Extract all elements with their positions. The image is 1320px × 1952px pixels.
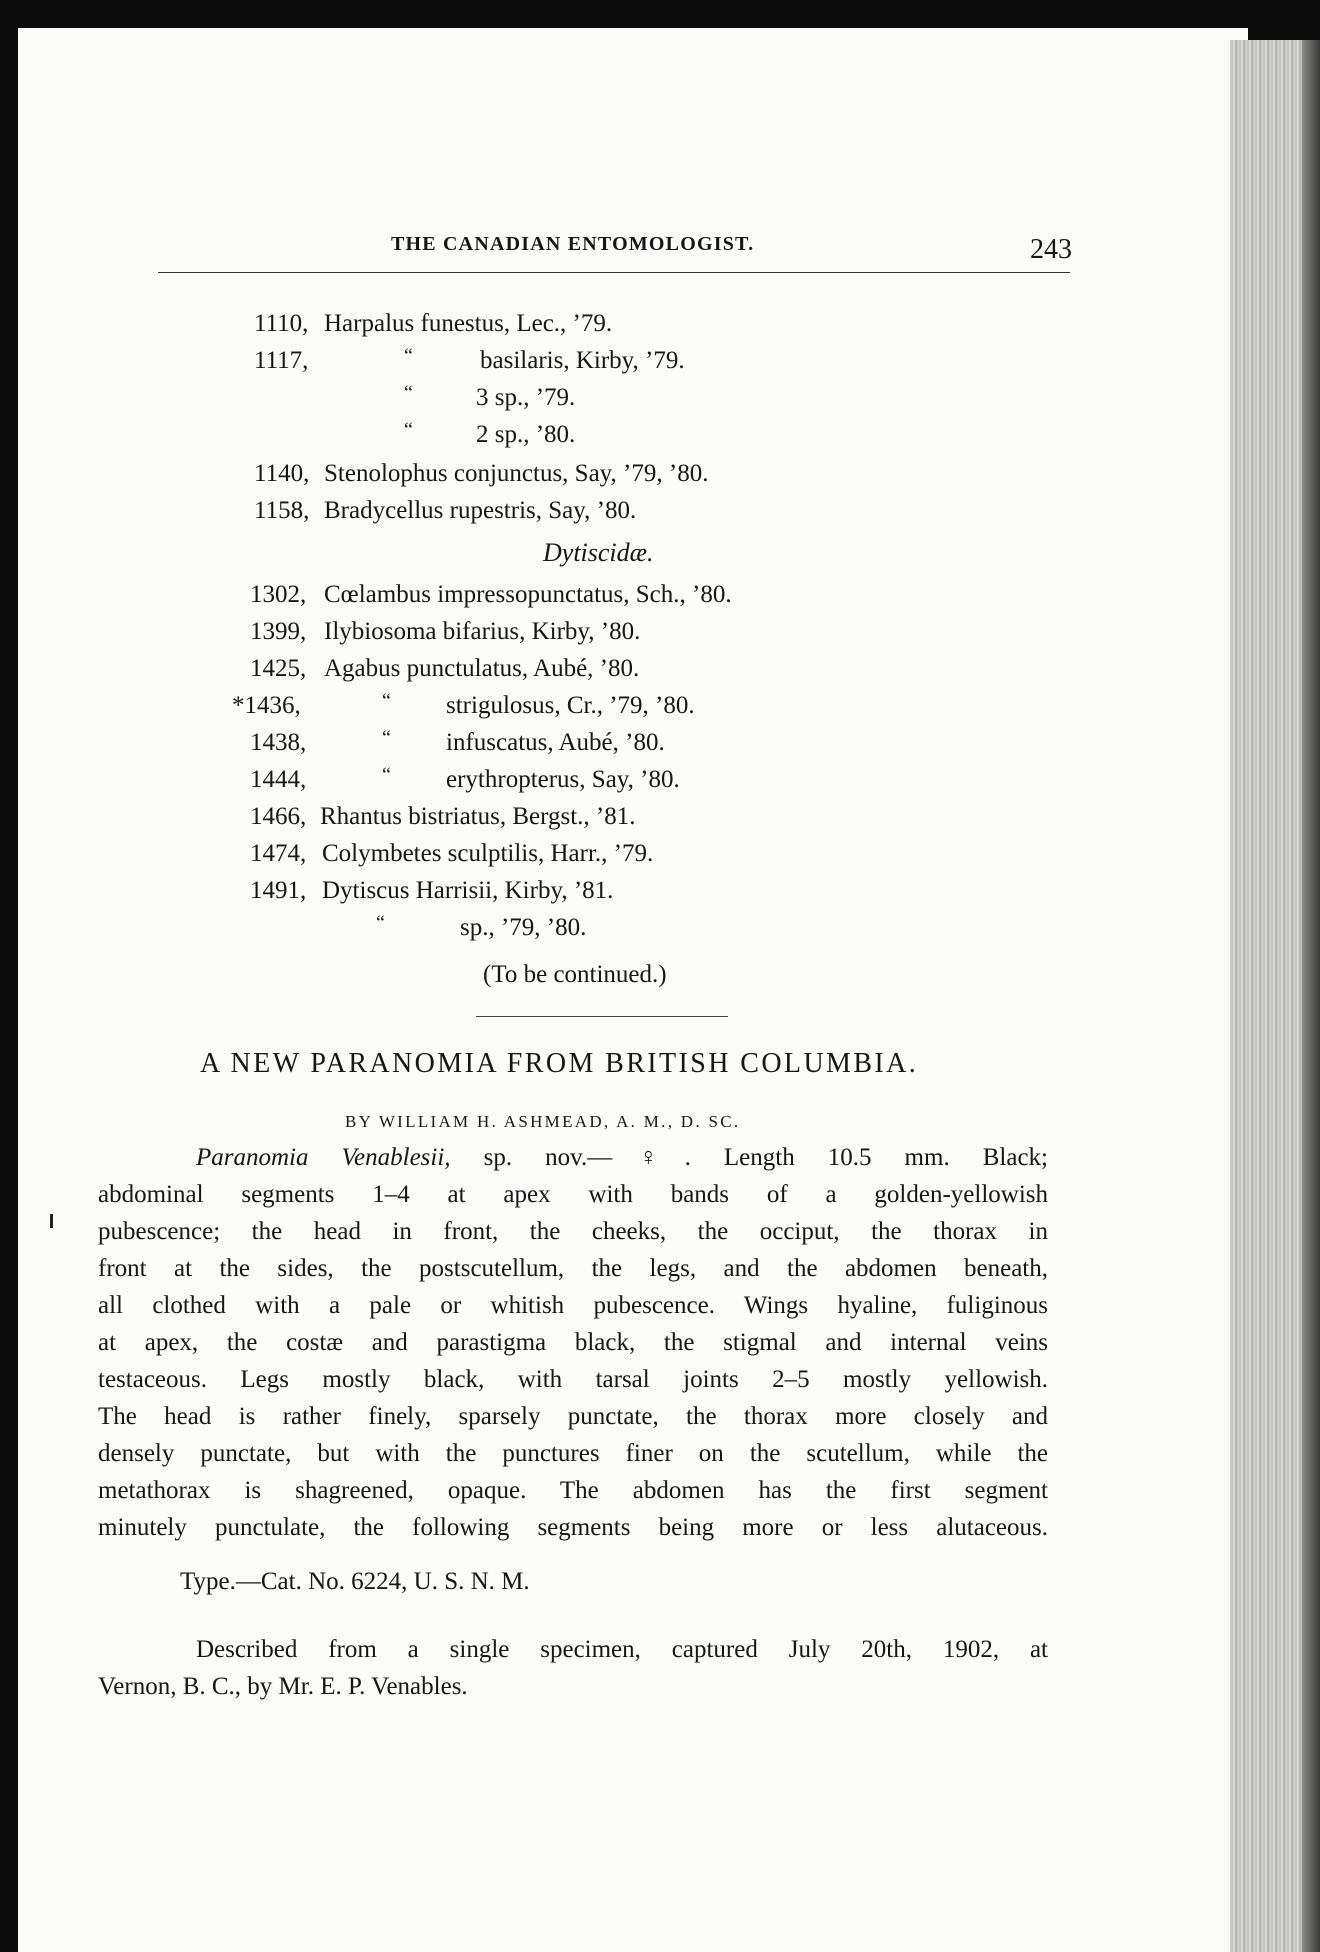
body-text-line: pubescence; the head in front, the cheeks, the occiput, the thorax in: [98, 1218, 1048, 1245]
body-text-line: testaceous. Legs mostly black, with tarsal joints 2–5 mostly yellowish.: [98, 1366, 1048, 1393]
ditto-mark: “: [404, 382, 413, 404]
body-text-line: The head is rather finely, sparsely punctate, the thorax more closely and: [98, 1403, 1048, 1430]
body-text-line: Vernon, B. C., by Mr. E. P. Venables.: [98, 1673, 468, 1700]
ditto-mark: “: [382, 690, 391, 712]
family-heading: Dytiscidæ.: [543, 538, 654, 567]
species-name: 2 sp., ’80.: [476, 421, 576, 448]
species-name: Stenolophus conjunctus, Say, ’79, ’80.: [324, 460, 709, 487]
list-item: [250, 618, 1070, 650]
list-item: [250, 766, 1070, 798]
species-name: Colymbetes sculptilis, Harr., ’79.: [322, 840, 654, 867]
ditto-mark: “: [382, 764, 391, 786]
ditto-mark: “: [404, 345, 413, 367]
catalog-number: 1302,: [250, 581, 307, 608]
catalog-number: 1425,: [250, 655, 307, 682]
body-text-line: Described from a single specimen, captured July 20th, 1902, at: [196, 1636, 1048, 1663]
section-rule: [476, 1016, 728, 1017]
page-stack-edge: [1230, 40, 1302, 1952]
margin-mark: [50, 1214, 53, 1228]
list-item: [254, 347, 1054, 379]
list-item: [254, 460, 1054, 492]
body-text-line: metathorax is shagreened, opaque. The abdomen has the first segment: [98, 1477, 1048, 1504]
species-name: sp., ’79, ’80.: [460, 914, 587, 941]
catalog-number: 1466,: [250, 803, 307, 830]
ditto-mark: “: [382, 727, 391, 749]
article-title: A NEW PARANOMIA FROM BRITISH COLUMBIA.: [200, 1048, 919, 1079]
species-name: 3 sp., ’79.: [476, 384, 576, 411]
catalog-number: 1117,: [254, 347, 309, 374]
list-item: [250, 581, 1070, 613]
species-name: Agabus punctulatus, Aubé, ’80.: [324, 655, 640, 682]
species-name: Ilybiosoma bifarius, Kirby, ’80.: [324, 618, 641, 645]
list-item: [250, 729, 1070, 761]
list-item: [250, 914, 1070, 946]
body-text-line: Paranomia Venablesii, sp. nov.—♀. Length 10.5 mm. Black;: [196, 1144, 1048, 1171]
article-byline: BY WILLIAM H. ASHMEAD, A. M., D. SC.: [345, 1112, 741, 1131]
species-name: erythropterus, Say, ’80.: [446, 766, 680, 793]
body-text-line: front at the sides, the postscutellum, the legs, and the abdomen beneath,: [98, 1255, 1048, 1282]
header-rule: [158, 272, 1070, 273]
body-text-line: all clothed with a pale or whitish pubescence. Wings hyaline, fuliginous: [98, 1292, 1048, 1319]
ditto-mark: “: [376, 912, 385, 934]
body-text-line: abdominal segments 1–4 at apex with bands of a golden-yellowish: [98, 1181, 1048, 1208]
species-name: Harpalus funestus, Lec., ’79.: [324, 310, 613, 337]
catalog-number: 1444,: [250, 766, 307, 793]
catalog-number: 1158,: [254, 497, 310, 524]
body-text-line: at apex, the costæ and parastigma black, the stigmal and internal veins: [98, 1329, 1048, 1356]
species-name: Rhantus bistriatus, Bergst., ’81.: [320, 803, 636, 830]
list-item: [250, 877, 1070, 909]
catalog-number: 1399,: [250, 618, 307, 645]
catalog-number: 1110,: [254, 310, 309, 337]
list-item: [254, 310, 1054, 342]
species-name: Bradycellus rupestris, Say, ’80.: [324, 497, 637, 524]
body-text-line: densely punctate, but with the punctures finer on the scutellum, while the: [98, 1440, 1048, 1467]
book-shadow: [1302, 40, 1320, 1952]
list-item: [250, 840, 1070, 872]
catalog-number: 1140,: [254, 460, 310, 487]
species-name: infuscatus, Aubé, ’80.: [446, 729, 665, 756]
list-item: [254, 421, 1054, 453]
book-page: [18, 28, 1248, 1952]
continued-note: (To be continued.): [483, 961, 667, 988]
catalog-number: 1438,: [250, 729, 307, 756]
list-item: [250, 803, 1070, 835]
catalog-number: 1474,: [250, 840, 307, 867]
species-name: Dytiscus Harrisii, Kirby, ’81.: [322, 877, 614, 904]
species-name: basilaris, Kirby, ’79.: [480, 347, 685, 374]
type-line: Type.—Cat. No. 6224, U. S. N. M.: [180, 1568, 530, 1595]
species-name-italic: Paranomia Venablesii,: [196, 1144, 451, 1171]
catalog-number: 1491,: [250, 877, 307, 904]
catalog-number: *1436,: [232, 692, 301, 719]
body-text-line: minutely punctulate, the following segments being more or less alutaceous.: [98, 1514, 1048, 1541]
running-head: THE CANADIAN ENTOMOLOGIST.: [391, 233, 755, 255]
list-item: [250, 655, 1070, 687]
list-item: [254, 384, 1054, 416]
ditto-mark: “: [404, 419, 413, 441]
species-name: Cœlambus impressopunctatus, Sch., ’80.: [324, 581, 732, 608]
page-number: 243: [1030, 234, 1072, 265]
species-name: strigulosus, Cr., ’79, ’80.: [446, 692, 695, 719]
list-item: [232, 692, 1052, 724]
list-item: [254, 497, 1054, 529]
